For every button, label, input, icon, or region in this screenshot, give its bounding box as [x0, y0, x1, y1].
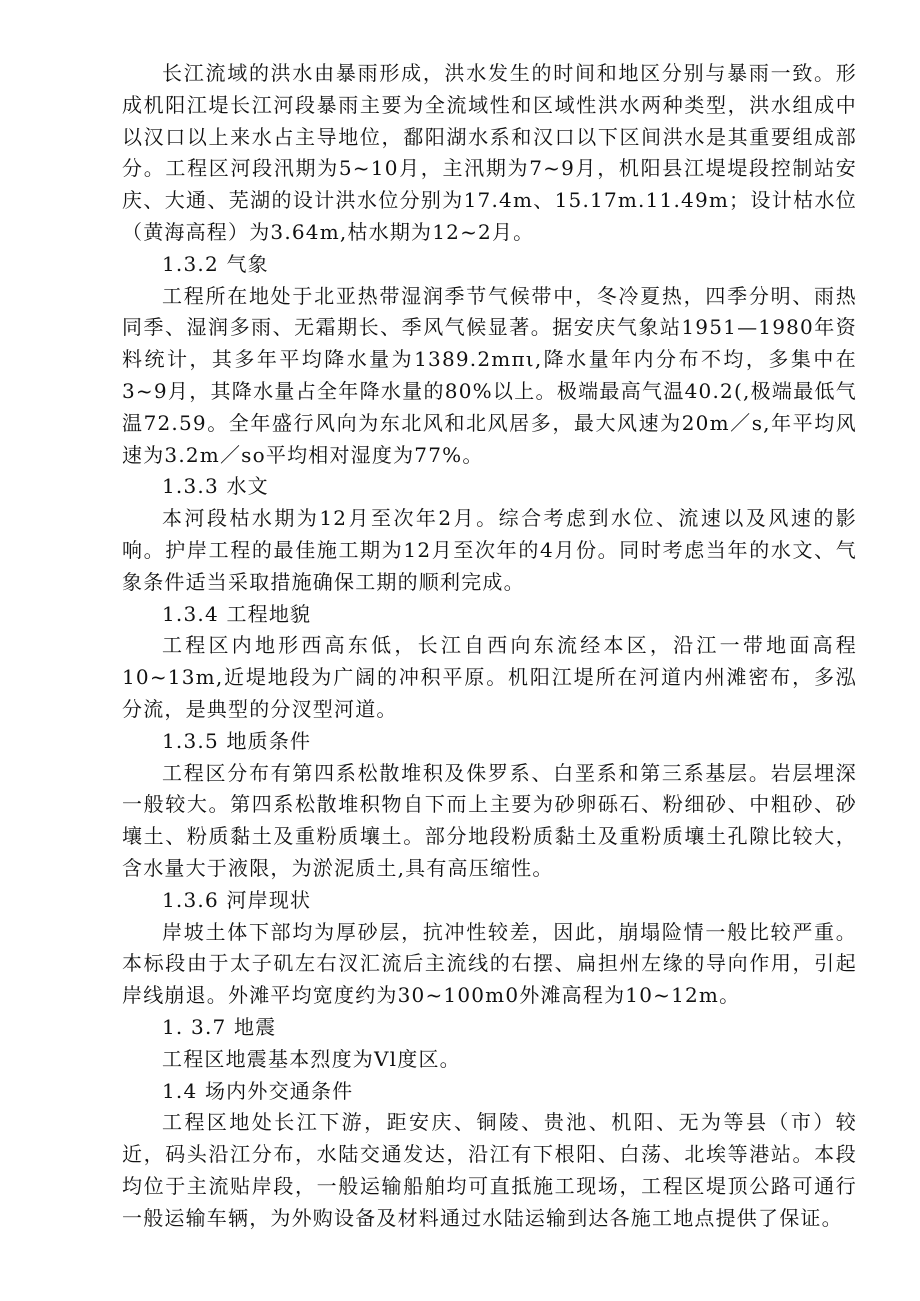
- intro-paragraph: 长江流域的洪水由暴雨形成，洪水发生的时间和地区分别与暴雨一致。形成机阳江堤长江河段暴雨主要为全流域性和区域性洪水两种类型，洪水组成中以汉口以上来水占主导地位，鄱阳湖水系和汉口以下区间洪水是其重要组成部分。工程区河段汛期为5~10月，主汛期为7~9月，机阳县江堤堤段控制站安庆、大通、芜湖的设计洪水位分别为17.4m、15.17m.11.49m；设计枯水位（黄海高程）为3.64m,枯水期为12~2月。: [122, 61, 857, 244]
- section-heading-earthquake: 1. 3.7 地震: [162, 1014, 277, 1039]
- document-page: [122, 58, 857, 1234]
- section-heading-riverbank: 1.3.6 河岸现状: [162, 887, 312, 912]
- section-body-meteorology: 工程所在地处于北亚热带湿润季节气候带中，冬冷夏热，四季分明、雨热同季、湿润多雨、无霜期长、季风气候显著。据安庆气象站1951—1980年资料统计，其多年平均降水量为1389.2mπι,降水量年内分布不均，多集中在3~9月，其降水量占全年降水量的80%以上。极端最高气温40.2(,极端最低气温72.59。全年盛行风向为东北风和北风居多，最大风速为20m／s,年平均风速为3.2m／so平均相对湿度为77%。: [122, 283, 857, 467]
- section-heading-landform: 1.3.4 工程地貌: [162, 601, 312, 626]
- section-body-geology: 工程区分布有第四系松散堆积及侏罗系、白垩系和第三系基层。岩层埋深一般较大。第四系松散堆积物自下而上主要为砂卵砾石、粉细砂、中粗砂、砂壤土、粉质黏土及重粉质壤土。部分地段粉质黏土及重粉质壤土孔隙比较大，含水量大于液限，为淤泥质土,具有高压缩性。: [122, 760, 857, 880]
- section-heading-traffic: 1.4 场内外交通条件: [162, 1078, 354, 1103]
- section-body-landform: 工程区内地形西高东低，长江自西向东流经本区，沿江一带地面高程10~13m,近堤地段为广阔的冲积平原。机阳江堤所在河道内州滩密布，多泓分流，是典型的分汊型河道。: [122, 633, 857, 721]
- section-heading-hydrology: 1.3.3 水文: [162, 474, 269, 499]
- section-body-traffic: 工程区地处长江下游，距安庆、铜陵、贵池、机阳、无为等县（市）较近，码头沿江分布，水陆交通发达，沿江有下根阳、白荡、北埃等港站。本段均位于主流贴岸段，一般运输船舶均可直抵施工现场，工程区堤顶公路可通行一般运输车辆，为外购设备及材料通过水陆运输到达各施工地点提供了保证。: [122, 1110, 857, 1230]
- section-heading-geology: 1.3.5 地质条件: [162, 728, 312, 753]
- section-body-earthquake: 工程区地震基本烈度为Vl度区。: [162, 1046, 461, 1071]
- section-heading-meteorology: 1.3.2 气象: [162, 251, 269, 276]
- section-body-hydrology: 本河段枯水期为12月至次年2月。综合考虑到水位、流速以及风速的影响。护岸工程的最佳施工期为12月至次年的4月份。同时考虑当年的水文、气象条件适当采取措施确保工期的顺利完成。: [122, 506, 857, 594]
- section-body-riverbank: 岸坡土体下部均为厚砂层，抗冲性较差，因此，崩塌险情一般比较严重。本标段由于太子矶左右汊汇流后主流线的右摆、扁担州左缘的导向作用，引起岸线崩退。外滩平均宽度约为30~100m0外滩高程为10~12m。: [122, 919, 857, 1008]
